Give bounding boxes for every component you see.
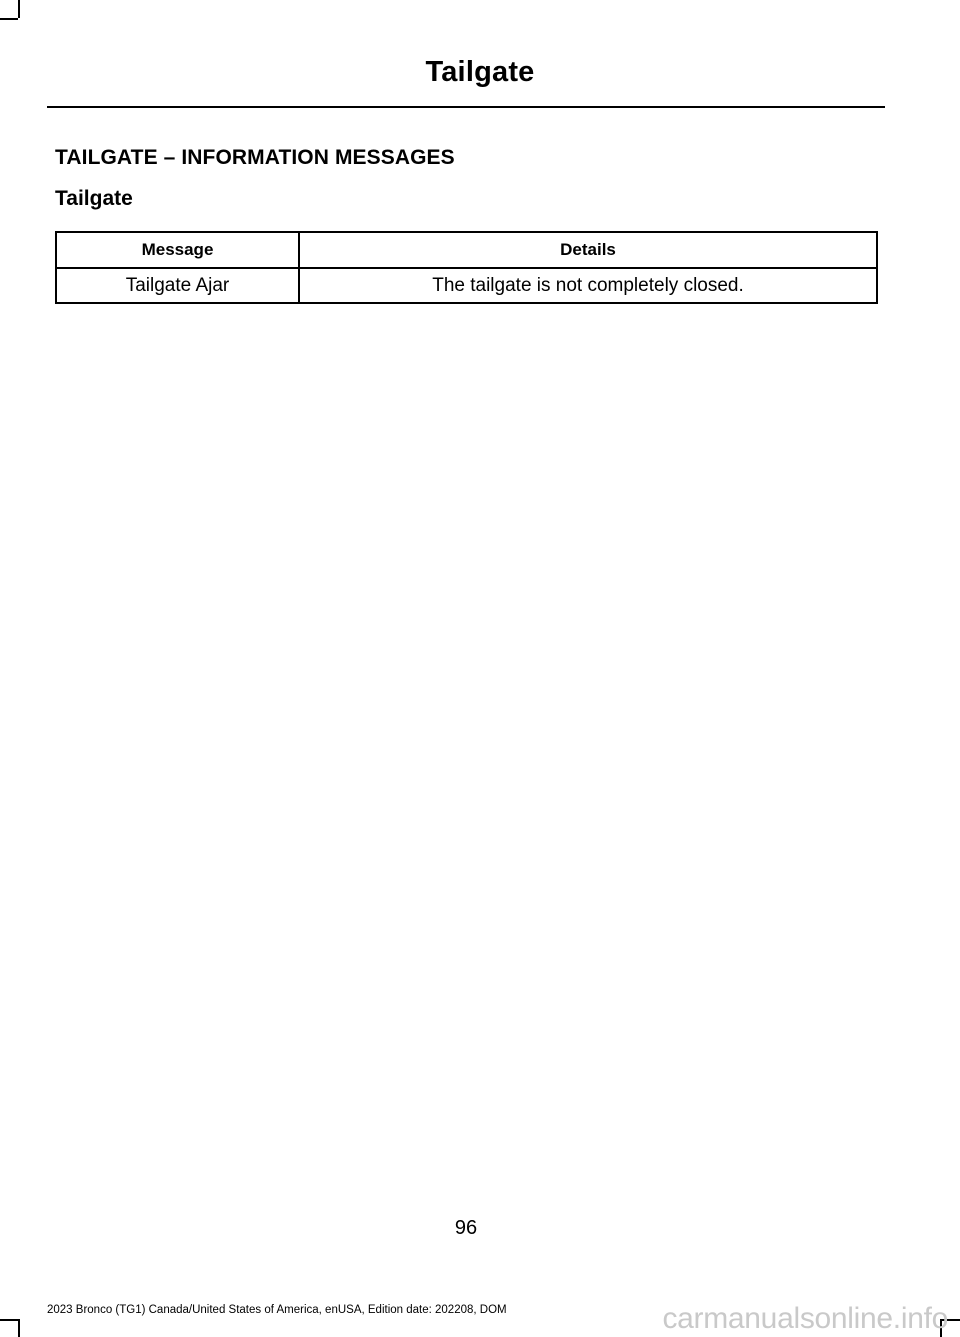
crop-mark-top-left-horizontal xyxy=(0,18,18,20)
header-divider xyxy=(47,106,885,108)
crop-mark-bottom-left-horizontal xyxy=(0,1319,18,1321)
crop-mark-bottom-left-vertical xyxy=(18,1319,20,1337)
page-number: 96 xyxy=(454,1217,478,1239)
table-header-row xyxy=(56,232,877,268)
column-header-details: Details xyxy=(299,232,877,268)
column-header-message: Message xyxy=(56,232,299,268)
page-header-title: Tailgate xyxy=(425,56,535,88)
crop-mark-top-left-vertical xyxy=(18,0,20,18)
table-cell-details: The tailgate is not completely closed. xyxy=(299,268,877,303)
edition-footer: 2023 Bronco (TG1) Canada/United States of America, enUSA, Edition date: 202208, DOM xyxy=(47,1304,507,1316)
section-subtitle: Tailgate xyxy=(55,187,133,210)
messages-table xyxy=(55,231,878,304)
table-cell-message: Tailgate Ajar xyxy=(56,268,299,303)
table-row xyxy=(56,268,877,303)
section-title: TAILGATE – INFORMATION MESSAGES xyxy=(55,146,455,169)
watermark-logo: carmanualsonline.info xyxy=(662,1302,948,1335)
